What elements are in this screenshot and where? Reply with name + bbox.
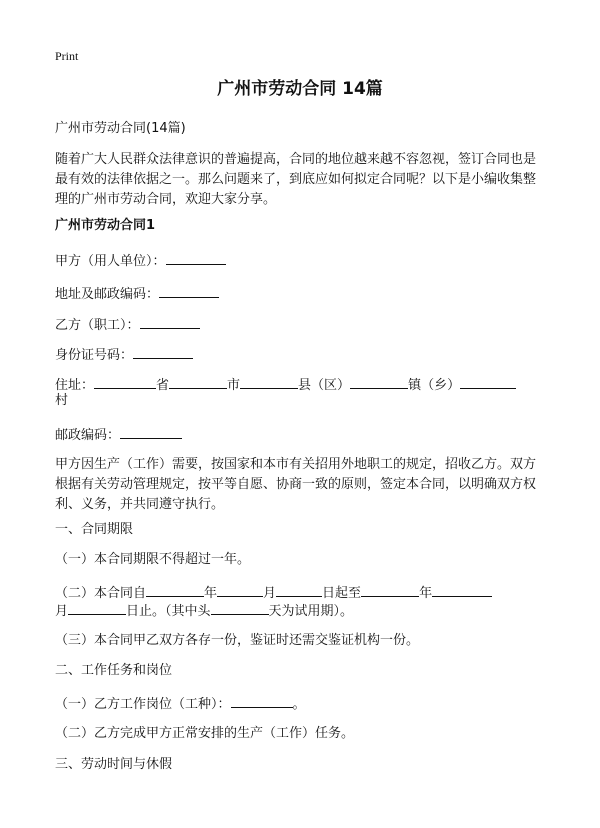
s1p2-month: 月	[263, 586, 277, 601]
id-number-blank	[133, 343, 193, 359]
section-title: 广州市劳动合同1	[55, 218, 156, 233]
s1p2-day-start: 日起至	[322, 586, 362, 601]
address-code-field	[55, 282, 547, 305]
address-code-label: 地址及邮政编码：	[55, 287, 160, 302]
village-blank	[460, 373, 516, 389]
intro-paragraph: 随着广大人民群众法律意识的普遍提高，合同的地位越来越不容忽视，签订合同也是最有效的法律依据之一。那么问题来了，到底应如何拟定合同呢？以下是小编收集整理的广州市劳动合同，欢迎大家分享。	[55, 152, 537, 207]
postcode-field	[55, 423, 547, 446]
s1p2-prefix: （二）本合同自	[55, 586, 147, 601]
section-2-item-1	[55, 692, 547, 715]
s1p2-year2: 年	[419, 586, 433, 601]
id-number-label: 身份证号码：	[55, 348, 134, 363]
city-label: 市	[227, 378, 241, 393]
end-day-blank	[68, 599, 126, 615]
probation-days-blank	[211, 599, 269, 615]
city-blank	[169, 373, 227, 389]
town-label: 镇（乡）	[408, 378, 461, 393]
document-title: 广州市劳动合同 14篇	[217, 79, 383, 99]
preamble-paragraph: 甲方因生产（工作）需要，按国家和本市有关招用外地职工的规定，招收乙方。双方根据有关劳动管理规定，按平等自愿、协商一致的原则，签定本合同，以明确双方权利、义务，并共同遵守执行。	[55, 457, 537, 512]
county-label: 县（区）	[298, 378, 351, 393]
province-label: 省	[156, 378, 170, 393]
print-link[interactable]: Print	[55, 49, 79, 63]
county-blank	[240, 373, 298, 389]
s1p2-month2: 月	[55, 604, 69, 619]
end-year-blank	[361, 581, 419, 597]
s2p1-suffix: 。	[292, 697, 306, 712]
section-1-title: 一、合同期限	[55, 522, 134, 537]
start-year-blank	[146, 581, 204, 597]
start-day-blank	[276, 581, 322, 597]
residence-label: 住址：	[55, 378, 95, 393]
section-1-item-2-cont	[55, 599, 547, 622]
document-subtitle: 广州市劳动合同(14篇)	[55, 121, 186, 136]
s1p2-year: 年	[204, 586, 218, 601]
party-a-blank	[166, 249, 226, 265]
section-2-item-2: （二）乙方完成甲方正常安排的生产（工作）任务。	[55, 726, 355, 741]
s1p2-day-end: 日止。（其中头	[126, 604, 211, 619]
section-2-title: 二、工作任务和岗位	[55, 663, 173, 678]
residence-village: 村	[55, 393, 69, 408]
job-position-blank	[231, 692, 293, 708]
postcode-blank	[120, 423, 182, 439]
address-code-blank	[159, 282, 219, 298]
party-b-field	[55, 313, 547, 336]
postcode-label: 邮政编码：	[55, 428, 121, 443]
party-b-label: 乙方（职工）：	[55, 318, 140, 333]
party-b-blank	[140, 313, 200, 329]
s2p1-prefix: （一）乙方工作岗位（工种）：	[55, 697, 231, 712]
section-1-item-1: （一）本合同期限不得超过一年。	[55, 552, 251, 567]
party-a-label: 甲方（用人单位）：	[55, 254, 166, 269]
province-blank	[94, 373, 156, 389]
start-month-blank	[217, 581, 263, 597]
party-a-field	[55, 249, 547, 272]
section-3-title: 三、劳动时间与休假	[55, 757, 173, 772]
section-1-item-3: （三）本合同甲乙双方各存一份，鉴证时还需交鉴证机构一份。	[55, 633, 420, 648]
s1p2-probation: 天为试用期）。	[268, 604, 354, 619]
end-month-blank	[432, 581, 492, 597]
id-number-field	[55, 343, 547, 366]
town-blank	[350, 373, 408, 389]
